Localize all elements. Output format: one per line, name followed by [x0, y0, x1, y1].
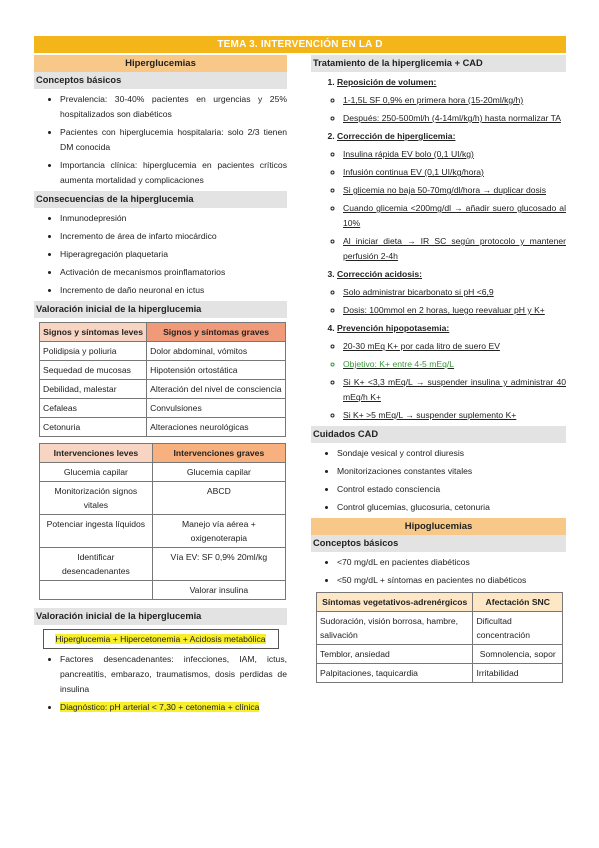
- list-item: • Importancia clínica: hiperglucemia en pacientes críticos aumenta mortalidad y complicaciones: [60, 158, 287, 188]
- step-item: [337, 75, 566, 126]
- page: [34, 36, 566, 718]
- table-cell: Sequedad de mucosas: [40, 361, 147, 380]
- list-item: ◦ Infusión continua EV (0,1 UI/kg/hora): [343, 165, 566, 180]
- step-item: [337, 267, 566, 318]
- table-row: [317, 612, 563, 645]
- table-cell: Potenciar ingesta líquidos: [40, 515, 153, 548]
- conceptos-list: [34, 92, 287, 188]
- table-row: [40, 418, 286, 437]
- left-column: [34, 55, 287, 718]
- step-label: Prevención hipopotasemia:: [337, 323, 450, 333]
- tratamiento-title: Tratamiento de la hiperglicemia + CAD: [311, 55, 566, 72]
- list-item: • Inmunodepresión: [60, 211, 287, 226]
- list-item-highlighted: • Diagnóstico: pH arterial < 7,30 + cetonemia + clínica: [60, 700, 287, 715]
- table-cell: Polidipsia y poliuria: [40, 342, 147, 361]
- table-cell: Convulsiones: [147, 399, 286, 418]
- table-header-graves: Signos y síntomas graves: [147, 323, 286, 342]
- list-item: • Monitorizaciones constantes vitales: [337, 464, 566, 479]
- step-label: Corrección de hiperglicemia:: [337, 131, 456, 141]
- table-header-snc: Afectación SNC: [473, 593, 563, 612]
- table-row: [40, 399, 286, 418]
- table-header-leves: Signos y síntomas leves: [40, 323, 147, 342]
- table-row: [317, 645, 563, 664]
- table-row: [40, 482, 286, 515]
- list-item: • Control glucemias, glucosuria, cetonuria: [337, 500, 566, 515]
- list-item: ◦ 1-1,5L SF 0,9% en primera hora (15-20ml/kg/h): [343, 93, 566, 108]
- consecuencias-list: [34, 211, 287, 298]
- table-row: [317, 664, 563, 683]
- step-label: Reposición de volumen:: [337, 77, 437, 87]
- step-label: Corrección acidosis:: [337, 269, 423, 279]
- step-item: [337, 129, 566, 264]
- list-item: • <70 mg/dL en pacientes diabéticos: [337, 555, 566, 570]
- table-row: [40, 548, 286, 581]
- list-item-objective: ◦ Objetivo: K+ entre 4-5 mEq/L: [343, 357, 566, 372]
- list-item: • <50 mg/dL + síntomas en pacientes no diabéticos: [337, 573, 566, 588]
- list-item: ◦ Cuando glicemia <200mg/dl → añadir suero glucosado al 10%: [343, 201, 566, 231]
- table-row: [40, 361, 286, 380]
- table-header-vegetativos: Síntomas vegetativos-adrenérgicos: [317, 593, 473, 612]
- table-cell: Temblor, ansiedad: [317, 645, 473, 664]
- intervenciones-table: [39, 443, 286, 600]
- table-cell: Monitorización signos vitales: [40, 482, 153, 515]
- list-item: ◦ Dosis: 100mmol en 2 horas, luego reevaluar pH y K+: [343, 303, 566, 318]
- table-cell: Valorar insulina: [152, 581, 285, 600]
- list-item: • Prevalencia: 30-40% pacientes en urgencias y 25% hospitalizados son diabéticos: [60, 92, 287, 122]
- cuidados-list: [311, 446, 566, 515]
- conceptos-basicos-title: Conceptos básicos: [34, 72, 287, 89]
- list-item: ◦ Insulina rápida EV bolo (0,1 UI/kg): [343, 147, 566, 162]
- hipo-conceptos-title: Conceptos básicos: [311, 535, 566, 552]
- table-cell: Dificultad concentración: [473, 612, 563, 645]
- table-cell: Vía EV: SF 0,9% 20ml/kg: [152, 548, 285, 581]
- table-cell: Dolor abdominal, vómitos: [147, 342, 286, 361]
- table-cell: Sudoración, visión borrosa, hambre, salivación: [317, 612, 473, 645]
- list-item: • Factores desencadenantes: infecciones, IAM, ictus, pancreatitis, embarazo, traumatismos, dosis perdidas de insulina: [60, 652, 287, 697]
- table-cell: Glucemia capilar: [152, 463, 285, 482]
- table-header-interv-leves: Intervenciones leves: [40, 444, 153, 463]
- valoracion-cad-list: [34, 652, 287, 715]
- table-cell: Debilidad, malestar: [40, 380, 147, 399]
- list-item: • Incremento de área de infarto miocárdico: [60, 229, 287, 244]
- table-cell: Somnolencia, sopor: [473, 645, 563, 664]
- list-item: ◦ Si K+ >5 mEq/L → suspender suplemento K+: [343, 408, 566, 423]
- table-row: [40, 463, 286, 482]
- list-item: ◦ Al iniciar dieta → IR SC según protocolo y mantener perfusión 2-4h: [343, 234, 566, 264]
- list-item: ◦ Si glicemia no baja 50-70mg/dl/hora → duplicar dosis: [343, 183, 566, 198]
- definition-box: [43, 629, 279, 649]
- table-row: [40, 342, 286, 361]
- hipo-conceptos-list: [311, 555, 566, 588]
- table-cell: Alteraciones neurológicas: [147, 418, 286, 437]
- table-cell: Alteración del nivel de consciencia: [147, 380, 286, 399]
- list-item: • Incremento de daño neuronal en ictus: [60, 283, 287, 298]
- table-cell: Irritabilidad: [473, 664, 563, 683]
- definition-text: Hiperglucemia + Hipercetonemia + Acidosis metabólica: [55, 634, 266, 644]
- list-item: • Hiperagregación plaquetaria: [60, 247, 287, 262]
- valoracion-cad-title: Valoración inicial de la hiperglucemia: [34, 608, 287, 625]
- table-row: [40, 581, 286, 600]
- tratamiento-steps: [311, 75, 566, 423]
- topic-banner: TEMA 3. INTERVENCIÓN EN LA D: [34, 36, 566, 53]
- list-item: ◦ Si K+ <3,3 mEq/L → suspender insulina y administrar 40 mEq/h K+: [343, 375, 566, 405]
- table-cell: ABCD: [152, 482, 285, 515]
- step-item: [337, 321, 566, 423]
- table-cell: Identificar desencadenantes: [40, 548, 153, 581]
- consecuencias-title: Consecuencias de la hiperglucemia: [34, 191, 287, 208]
- list-item: • Sondaje vesical y control diuresis: [337, 446, 566, 461]
- table-cell: Glucemia capilar: [40, 463, 153, 482]
- table-cell: Cefaleas: [40, 399, 147, 418]
- signos-table: [39, 322, 286, 437]
- table-cell: Manejo vía aérea + oxigenoterapia: [152, 515, 285, 548]
- list-item: • Control estado consciencia: [337, 482, 566, 497]
- table-cell: Cetonuria: [40, 418, 147, 437]
- valoracion-title: Valoración inicial de la hiperglucemia: [34, 301, 287, 318]
- table-cell: [40, 581, 153, 600]
- cuidados-title: Cuidados CAD: [311, 426, 566, 443]
- right-column: [311, 55, 566, 718]
- list-item: ◦ Después: 250-500ml/h (4-14ml/kg/h) hasta normalizar TA: [343, 111, 566, 126]
- table-row: [40, 380, 286, 399]
- hiperglucemias-header: Hiperglucemias: [34, 55, 287, 72]
- table-cell: Hipotensión ortostática: [147, 361, 286, 380]
- list-item: • Pacientes con hiperglucemia hospitalaria: solo 2/3 tienen DM conocida: [60, 125, 287, 155]
- hipoglucemias-header: Hipoglucemias: [311, 518, 566, 535]
- table-cell: Palpitaciones, taquicardia: [317, 664, 473, 683]
- table-row: [40, 515, 286, 548]
- sintomas-hipo-table: [316, 592, 563, 683]
- list-item: ◦ 20-30 mEq K+ por cada litro de suero EV: [343, 339, 566, 354]
- list-item: ◦ Solo administrar bicarbonato si pH <6,9: [343, 285, 566, 300]
- table-header-interv-graves: Intervenciones graves: [152, 444, 285, 463]
- list-item: • Activación de mecanismos proinflamatorios: [60, 265, 287, 280]
